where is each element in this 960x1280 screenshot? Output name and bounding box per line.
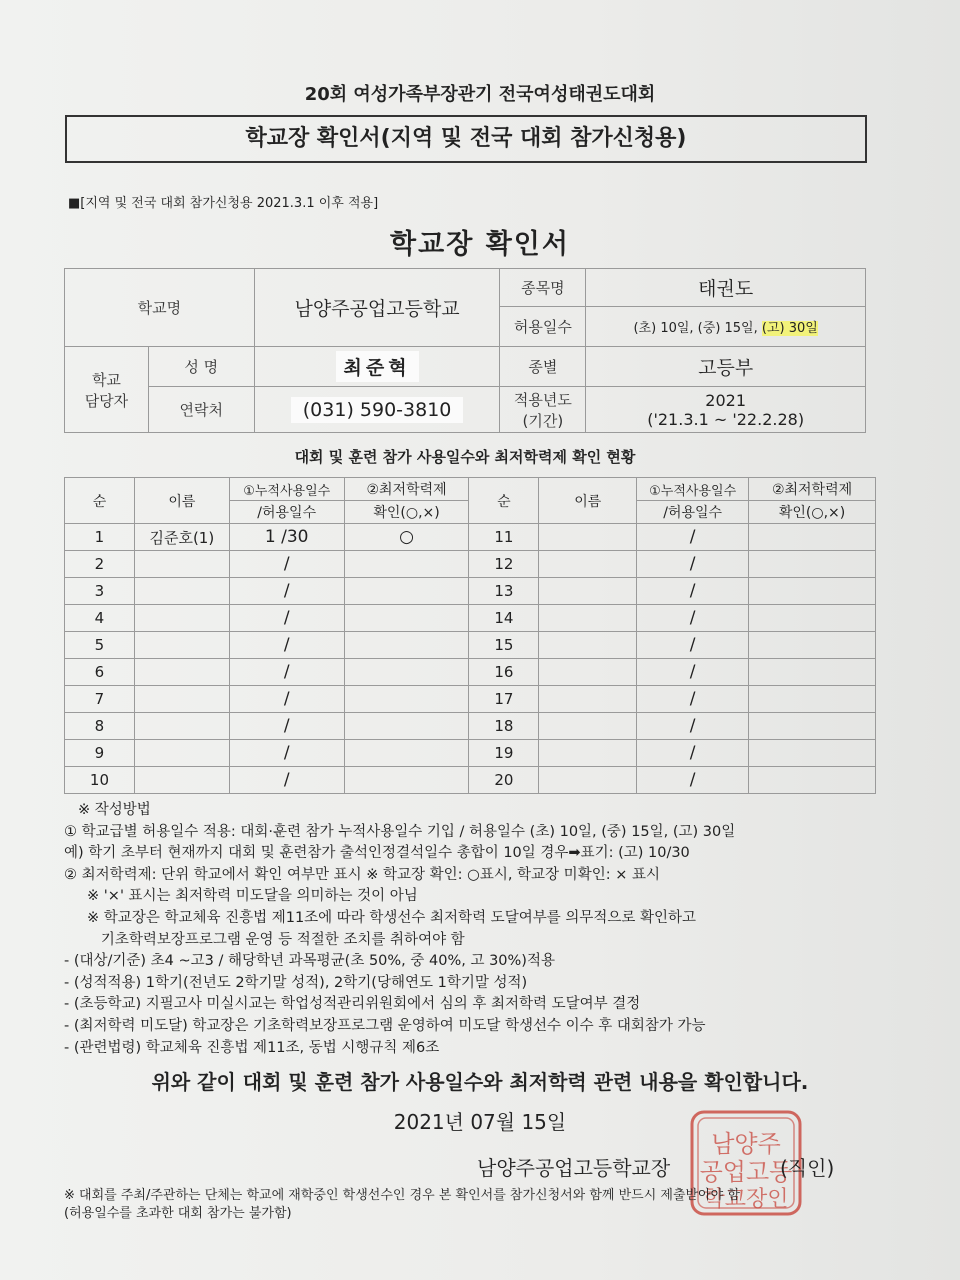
svg-text:학교장인: 학교장인: [703, 1187, 789, 1212]
row-no: 11: [469, 524, 539, 551]
col-name-left: 이름: [134, 478, 229, 524]
year-value: [586, 387, 866, 433]
row-name: [539, 686, 637, 713]
row-no: 8: [65, 713, 135, 740]
row-no: 14: [469, 605, 539, 632]
row-check: [749, 632, 876, 659]
row-no: 4: [65, 605, 135, 632]
row-check: [344, 578, 469, 605]
method-line: 기초학력보장프로그램 운영 등 적절한 조치를 취하여야 함: [64, 931, 465, 948]
row-no: 17: [469, 686, 539, 713]
year-period: ('21.3.1 ~ '22.2.28): [647, 409, 805, 429]
row-days: /: [229, 740, 344, 767]
row-check: [749, 551, 876, 578]
sport-value: 태권도: [586, 269, 866, 307]
col-check-left: ②최저학력제: [344, 478, 469, 501]
school-name-value: 남양주공업고등학교: [254, 269, 500, 347]
division-value: 고등부: [586, 347, 866, 387]
row-check: [749, 524, 876, 551]
row-name: [134, 551, 229, 578]
row-days: /: [637, 767, 749, 794]
row-days: /: [229, 605, 344, 632]
row-no: 10: [65, 767, 135, 794]
issue-date: 2021년 07월 15일: [393, 1110, 567, 1134]
row-check: [749, 767, 876, 794]
manager-name-cell: [254, 347, 500, 387]
manager-label-line1: 학교: [91, 370, 121, 389]
main-title: 학교장 확인서: [390, 229, 570, 260]
row-days: /: [637, 632, 749, 659]
row-name: [134, 605, 229, 632]
method-line: 예) 학기 초부터 현재까지 대회 및 훈련참가 출석인정결석일수 총합이 10일 경우➡표기: (고) 10/30: [64, 845, 690, 862]
row-name: [539, 767, 637, 794]
row-check: [344, 632, 469, 659]
method-line: - (초등학교) 지필고사 미실시교는 학업성적관리위원회에서 심의 후 최저학력 도달여부 결정: [64, 996, 641, 1013]
school-head-name: 남양주공업고등학교장: [477, 1156, 671, 1180]
row-check: [749, 578, 876, 605]
row-days: /: [229, 551, 344, 578]
col-days-left: ①누적사용일수: [229, 478, 344, 501]
info-table: [64, 268, 866, 433]
allowed-days-label: 허용일수: [500, 307, 586, 347]
manager-label: [65, 347, 149, 433]
sport-label: 종목명: [500, 269, 586, 307]
row-days: /: [637, 686, 749, 713]
row-name: [134, 740, 229, 767]
col-check-right: ②최저학력제: [749, 478, 876, 501]
row-days: /: [229, 713, 344, 740]
row-no: 2: [65, 551, 135, 578]
row-name: [134, 578, 229, 605]
method-line: - (관련법령) 학교체육 진흥법 제11조, 동법 시행규칙 제6조: [64, 1039, 440, 1056]
row-name: [134, 713, 229, 740]
row-name: [539, 659, 637, 686]
method-line: - (성적적용) 1학기(전년도 2학기말 성적), 2학기(당해연도 1학기말 성적): [64, 974, 528, 991]
svg-text:공업고등: 공업고등: [699, 1158, 793, 1186]
row-no: 13: [469, 578, 539, 605]
svg-text:남양주: 남양주: [711, 1130, 781, 1158]
row-no: 3: [65, 578, 135, 605]
table-row: [65, 578, 876, 605]
row-name: [539, 713, 637, 740]
row-days: /: [637, 740, 749, 767]
row-name: [539, 605, 637, 632]
col-no-right: 순: [469, 478, 539, 524]
row-days: /: [229, 767, 344, 794]
row-days: /: [637, 713, 749, 740]
table-row: [65, 659, 876, 686]
row-check: [749, 740, 876, 767]
row-days: /: [637, 551, 749, 578]
row-name: [134, 767, 229, 794]
row-days: /: [637, 605, 749, 632]
confirmation-text: 위와 같이 대회 및 훈련 참가 사용일수와 최저학력 관련 내용을 확인합니다.: [151, 1070, 809, 1094]
row-check: [344, 659, 469, 686]
row-days: /: [637, 524, 749, 551]
table-row: [65, 740, 876, 767]
row-check: [749, 659, 876, 686]
row-no: 16: [469, 659, 539, 686]
footnote: [64, 1187, 894, 1223]
method-line: ② 최저학력제: 단위 학교에서 확인 여부만 표시 ※ 학교장 확인: ○표시, 학교장 미확인: × 표시: [64, 866, 660, 883]
status-title: 대회 및 훈련 참가 사용일수와 최저학력제 확인 현황: [294, 448, 636, 466]
name-label: 성 명: [148, 347, 254, 387]
method-line: ※ '×' 표시는 최저학력 미도달을 의미하는 것이 아님: [64, 888, 418, 905]
row-no: 5: [65, 632, 135, 659]
event-title: 20회 여성가족부장관기 전국여성태권도대회: [304, 84, 656, 105]
form-title-box: 학교장 확인서(지역 및 전국 대회 참가신청용): [65, 115, 867, 163]
allowed-days-text: (초) 10일, (중) 15일,: [633, 321, 762, 336]
col-no-left: 순: [65, 478, 135, 524]
table-row: [65, 551, 876, 578]
contact-value: (031) 590-3810: [291, 397, 464, 423]
table-row: [65, 632, 876, 659]
col-days-right-sub: /허용일수: [637, 501, 749, 524]
table-row: [65, 524, 876, 551]
year-label-line1: 적용년도: [513, 390, 572, 409]
row-name: 김준호(1): [134, 524, 229, 551]
table-row: [65, 713, 876, 740]
table-row: [65, 686, 876, 713]
row-check: [344, 740, 469, 767]
row-name: [539, 632, 637, 659]
table-row: [65, 767, 876, 794]
row-check: [344, 767, 469, 794]
year-label: [500, 387, 586, 433]
row-check: [344, 605, 469, 632]
row-name: [134, 686, 229, 713]
row-days: /: [229, 578, 344, 605]
row-days: 1 /30: [229, 524, 344, 551]
allowed-days-highlight: (고) 30일: [761, 321, 818, 336]
method-line: ① 학교급별 허용일수 적용: 대회·훈련 참가 누적사용일수 기입 / 허용일수 (초) 10일, (중) 15일, (고) 30일: [64, 823, 736, 840]
col-name-right: 이름: [539, 478, 637, 524]
row-name: [539, 551, 637, 578]
row-no: 15: [469, 632, 539, 659]
contact-label: 연락처: [148, 387, 254, 433]
row-no: 1: [65, 524, 135, 551]
row-no: 18: [469, 713, 539, 740]
seal-label: (직인): [780, 1156, 835, 1180]
method-line: - (최저학력 미도달) 학교장은 기초학력보장프로그램 운영하여 미도달 학생선수 이수 후 대회참가 가능: [64, 1017, 706, 1034]
col-check-right-sub: 확인(○,×): [749, 501, 876, 524]
status-rows: [65, 524, 876, 794]
row-no: 6: [65, 659, 135, 686]
row-days: /: [637, 578, 749, 605]
division-label: 종별: [500, 347, 586, 387]
row-days: /: [229, 659, 344, 686]
row-check: [749, 605, 876, 632]
year-text: 2021: [705, 390, 747, 410]
row-name: [539, 524, 637, 551]
row-name: [539, 578, 637, 605]
row-name: [539, 740, 637, 767]
method-title: ※ 작성방법: [78, 802, 151, 818]
row-days: /: [229, 632, 344, 659]
row-check: ○: [344, 524, 469, 551]
row-no: 12: [469, 551, 539, 578]
row-days: /: [229, 686, 344, 713]
footnote-line1: ※ 대회를 주최/주관하는 단체는 학교에 재학중인 학생선수인 경우 본 확인서를 참가신청서와 함께 반드시 제출받아야 함: [64, 1188, 740, 1203]
year-label-line2: (기간): [522, 411, 564, 430]
contact-cell: [254, 387, 500, 433]
col-check-left-sub: 확인(○,×): [344, 501, 469, 524]
method-section: [64, 800, 894, 1059]
manager-name: 최준혁: [336, 351, 419, 382]
school-name-label: 학교명: [65, 269, 255, 347]
row-no: 9: [65, 740, 135, 767]
allowed-days-value: [586, 307, 866, 347]
col-days-right: ①누적사용일수: [637, 478, 749, 501]
manager-label-line2: 담당자: [84, 391, 129, 410]
method-line: - (대상/기준) 초4 ~고3 / 해당학년 과목평균(초 50%, 중 40%, 고 30%)적용: [64, 953, 555, 970]
table-row: [65, 605, 876, 632]
method-line: ※ 학교장은 학교체육 진흥법 제11조에 따라 학생선수 최저학력 도달여부를 의무적으로 확인하고: [64, 909, 696, 926]
row-check: [344, 551, 469, 578]
row-check: [344, 686, 469, 713]
row-check: [749, 713, 876, 740]
row-no: 20: [469, 767, 539, 794]
row-name: [134, 632, 229, 659]
col-days-left-sub: /허용일수: [229, 501, 344, 524]
status-table: [64, 477, 876, 794]
row-name: [134, 659, 229, 686]
row-days: /: [637, 659, 749, 686]
row-no: 7: [65, 686, 135, 713]
scope-note: ■[지역 및 전국 대회 참가신청용 2021.3.1 이후 적용]: [68, 196, 379, 211]
footnote-line2: (허용일수를 초과한 대회 참가는 불가함): [64, 1206, 292, 1221]
row-no: 19: [469, 740, 539, 767]
row-check: [749, 686, 876, 713]
row-check: [344, 713, 469, 740]
